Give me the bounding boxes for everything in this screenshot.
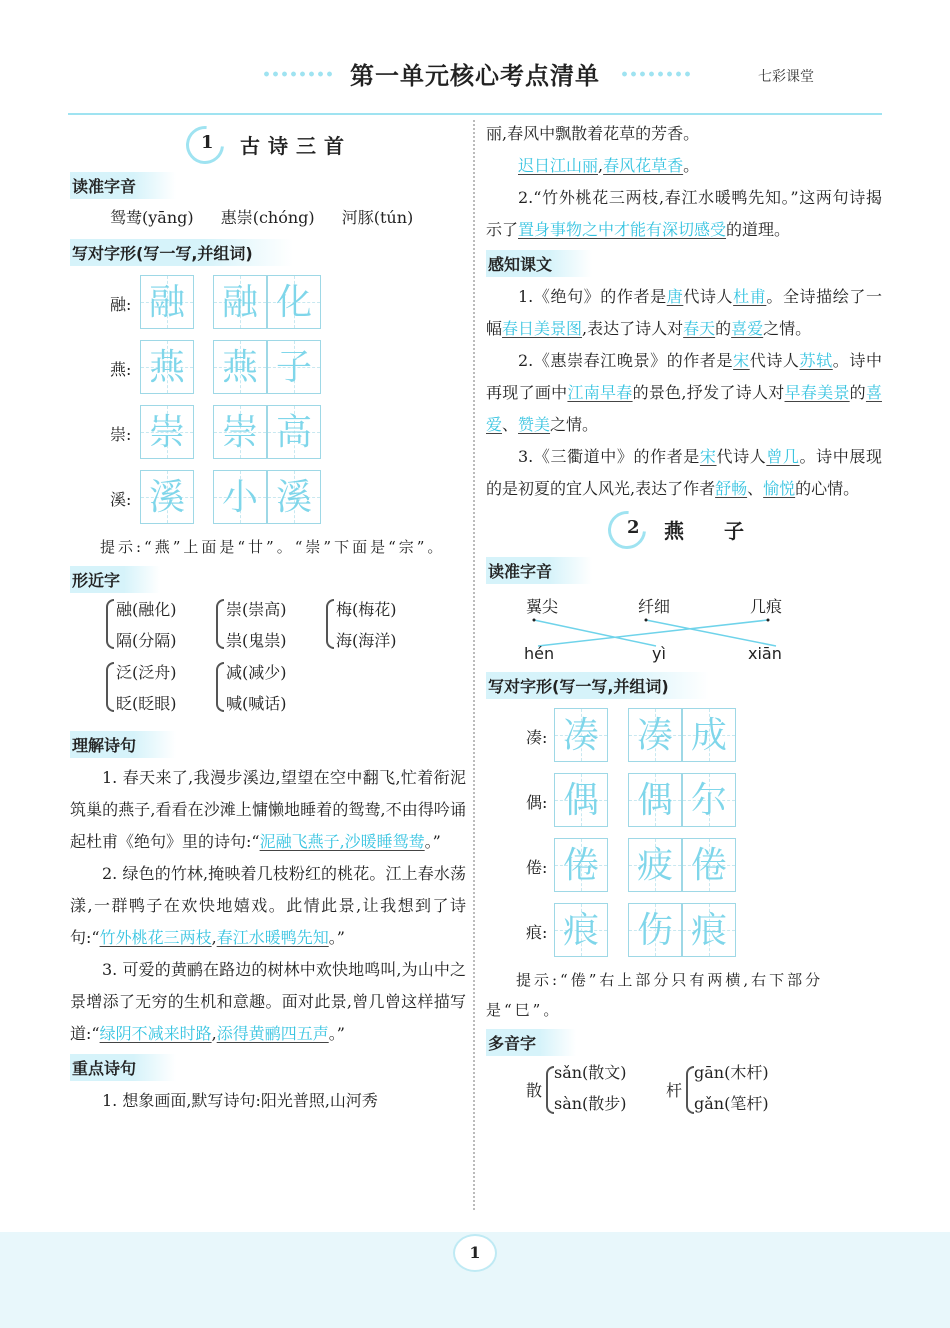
header-divider — [68, 113, 882, 115]
write-grid — [486, 705, 882, 965]
lesson-number: 1 — [201, 132, 214, 153]
write-row — [486, 770, 882, 835]
writing-cell: 崇 — [213, 405, 267, 459]
match-word: 几痕 — [750, 597, 783, 616]
writing-cell: 偶 — [628, 773, 682, 827]
writing-cell: 痕 — [554, 903, 608, 957]
right-column — [486, 118, 882, 1130]
write-row — [70, 272, 466, 337]
writing-cell: 融 — [140, 275, 194, 329]
answer-text: 舒畅 — [715, 479, 748, 498]
section-tag-read: 读准字音 — [70, 172, 176, 199]
match-pinyin: yì — [652, 644, 666, 663]
writing-cell: 溪 — [140, 470, 194, 524]
key-answer: 迟日江山丽,春风花草香。 — [518, 156, 700, 175]
writing-cell: 凑 — [628, 708, 682, 762]
brace-icon — [326, 599, 334, 649]
read-item: 惠崇(chóng) — [220, 208, 315, 227]
writing-cell: 倦 — [554, 838, 608, 892]
understand-paragraph: 3. 可爱的黄鹂在路边的树林中欢快地鸣叫,为山中之景增添了无穷的生机和意趣。面对此景,曾几曾这样描写道:“绿阴不减来时路,添得黄鹂四五声。” — [70, 960, 466, 1043]
answer-text: 苏轼 — [799, 351, 833, 370]
lesson-name: 燕子 — [664, 519, 784, 543]
match-pinyin: hén — [524, 644, 555, 663]
understand-paragraph: 1. 春天来了,我漫步溪边,望望在空中翻飞,忙着衔泥筑巢的燕子,看看在沙滩上慵懒地睡着的鸳鸯,不由得吟诵起杜甫《绝句》里的诗句:“泥融飞燕子,沙暖睡鸳鸯。” — [70, 768, 466, 851]
section-tag-understand: 理解诗句 — [70, 731, 176, 758]
answer-text: 泥融飞燕子,沙暖睡鸳鸯 — [259, 832, 425, 851]
answer-text: 添得黄鹂四五声 — [216, 1024, 329, 1043]
perceive-paragraph: 2.《惠崇春江晚景》的作者是宋代诗人苏轼。诗中再现了画中江南早春的景色,抒发了诗人对早春美景的喜爱、赞美之情。 — [486, 351, 882, 434]
perceive-paragraph: 3.《三衢道中》的作者是宋代诗人曾几。诗中展现的是初夏的宜人风光,表达了作者舒畅、愉悦的心情。 — [486, 447, 882, 498]
writing-cell: 高 — [267, 405, 321, 459]
answer-text: 迟日江山丽 — [518, 156, 599, 175]
writing-cell: 成 — [682, 708, 736, 762]
answer-text: 江南早春 — [567, 383, 633, 402]
write-row-label: 溪: — [110, 490, 132, 509]
answer-text: 唐 — [666, 287, 684, 306]
writing-cell: 尔 — [682, 773, 736, 827]
write-tip: 提示:“倦”右上部分只有两横,右下部分是“巳”。 — [486, 971, 824, 1019]
writing-cell: 倦 — [682, 838, 736, 892]
key-paragraph-continued: 丽,春风中飘散着花草的芳香。 — [486, 124, 700, 143]
section-tag-read: 读准字音 — [486, 557, 592, 584]
answer-text: 春日美景图 — [502, 319, 583, 338]
writing-cell: 子 — [267, 340, 321, 394]
answer-text: 杜甫 — [733, 287, 767, 306]
page-number: 1 — [453, 1234, 497, 1272]
lesson-number: 2 — [627, 517, 640, 538]
lesson-name: 古诗三首 — [240, 134, 352, 158]
column-divider — [473, 120, 475, 1210]
writing-cell: 小 — [213, 470, 267, 524]
answer-text: 春江水暖鸭先知 — [216, 928, 329, 947]
answer-text: 喜爱 — [486, 383, 882, 434]
writing-cell: 伤 — [628, 903, 682, 957]
brace-icon — [546, 1066, 554, 1114]
answer-text: 愉悦 — [763, 479, 796, 498]
section-tag-poly: 多音字 — [486, 1029, 576, 1056]
answer-text: 曾几 — [766, 447, 800, 466]
lesson1-title — [70, 120, 466, 168]
answer-text: 竹外桃花三两枝 — [99, 928, 212, 947]
writing-cell: 化 — [267, 275, 321, 329]
header-decoration-right — [620, 70, 692, 78]
write-row-label: 痕: — [526, 923, 548, 942]
match-pinyin: xiān — [748, 644, 782, 663]
write-row-label: 倦: — [526, 858, 548, 877]
brace-icon — [216, 599, 224, 649]
write-row — [486, 705, 882, 770]
write-row — [70, 402, 466, 467]
answer-text: 喜爱 — [731, 319, 764, 338]
key-paragraph-intro: 1. 想象画面,默写诗句:阳光普照,山河秀 — [102, 1091, 378, 1110]
write-row-label: 融: — [110, 295, 132, 314]
section-tag-similar: 形近字 — [70, 566, 160, 593]
writing-cell: 燕 — [140, 340, 194, 394]
section-tag-write: 写对字形(写一写,并组词) — [486, 672, 709, 699]
write-row-label: 燕: — [110, 360, 132, 379]
read-item: 鸳鸯(yāng) — [110, 208, 194, 227]
writing-cell: 溪 — [267, 470, 321, 524]
poly-char: 杆 — [666, 1081, 683, 1100]
write-grid — [70, 272, 466, 532]
writing-cell: 疲 — [628, 838, 682, 892]
brace-icon — [106, 599, 114, 649]
write-tip: 提示:“燕”上面是“廿”。“崇”下面是“宗”。 — [100, 538, 446, 556]
brace-icon — [106, 662, 114, 712]
writing-cell: 凑 — [554, 708, 608, 762]
similar-chars: 融(融化) 隔(分隔) 崇(崇高) 祟(鬼祟) 梅(梅花) 海(海洋) 泛(泛舟) 眨(眨眼) 减(减少) 喊(喊话) — [70, 597, 466, 727]
understand-paragraph: 2. 绿色的竹林,掩映着几枝粉红的桃花。江上春水荡漾,一群鸭子在欢快地嬉戏。此情此景,让我想到了诗句:“竹外桃花三两枝,春江水暖鸭先知。” — [70, 864, 466, 947]
read-row — [70, 203, 466, 233]
poly-char: 散 — [526, 1081, 543, 1100]
write-row — [486, 835, 882, 900]
answer-text: 宋 — [699, 447, 717, 466]
section-tag-write: 写对字形(写一写,并组词) — [70, 239, 293, 266]
write-row — [70, 467, 466, 532]
write-row-label: 凑: — [526, 728, 548, 747]
key-paragraph: 2.“竹外桃花三两枝,春江水暖鸭先知。”这两句诗揭示了置身事物之中才能有深切感受的道理。 — [486, 188, 882, 239]
lesson2-title — [486, 505, 882, 553]
polyphonic-chars: 散 sǎn(散文) sàn(散步) 杆 gān(木杆) gǎn(笔杆) — [526, 1063, 769, 1113]
pinyin-matching — [486, 588, 882, 668]
match-word: 翼尖 — [526, 597, 559, 616]
answer-text: 春天 — [683, 319, 716, 338]
writing-cell: 燕 — [213, 340, 267, 394]
writing-cell: 崇 — [140, 405, 194, 459]
page-title: 第一单元核心考点清单 — [350, 61, 600, 90]
match-word: 纤细 — [638, 597, 671, 616]
read-item: 河豚(tún) — [341, 208, 414, 227]
write-row — [70, 337, 466, 402]
writing-cell: 痕 — [682, 903, 736, 957]
write-row-label: 偶: — [526, 793, 548, 812]
left-column — [70, 120, 466, 1117]
write-row — [486, 900, 882, 965]
section-tag-key: 重点诗句 — [70, 1054, 176, 1081]
answer-text: 置身事物之中才能有深切感受 — [518, 220, 727, 239]
writing-cell: 融 — [213, 275, 267, 329]
answer-text: 宋 — [733, 351, 750, 370]
answer-text: 早春美景 — [784, 383, 850, 402]
section-tag-perceive: 感知课文 — [486, 250, 592, 277]
answer-text: 赞美 — [518, 415, 551, 434]
perceive-paragraph: 1.《绝句》的作者是唐代诗人杜甫。全诗描绘了一幅春日美景图,表达了诗人对春天的喜爱之情。 — [486, 287, 882, 338]
writing-cell: 偶 — [554, 773, 608, 827]
write-row-label: 崇: — [110, 425, 132, 444]
answer-text: 绿阴不减来时路 — [99, 1024, 212, 1043]
answer-text: 春风花草香 — [603, 156, 684, 175]
brace-icon — [686, 1066, 694, 1114]
brace-icon — [216, 662, 224, 712]
brand-label: 七彩课堂 — [758, 69, 814, 85]
